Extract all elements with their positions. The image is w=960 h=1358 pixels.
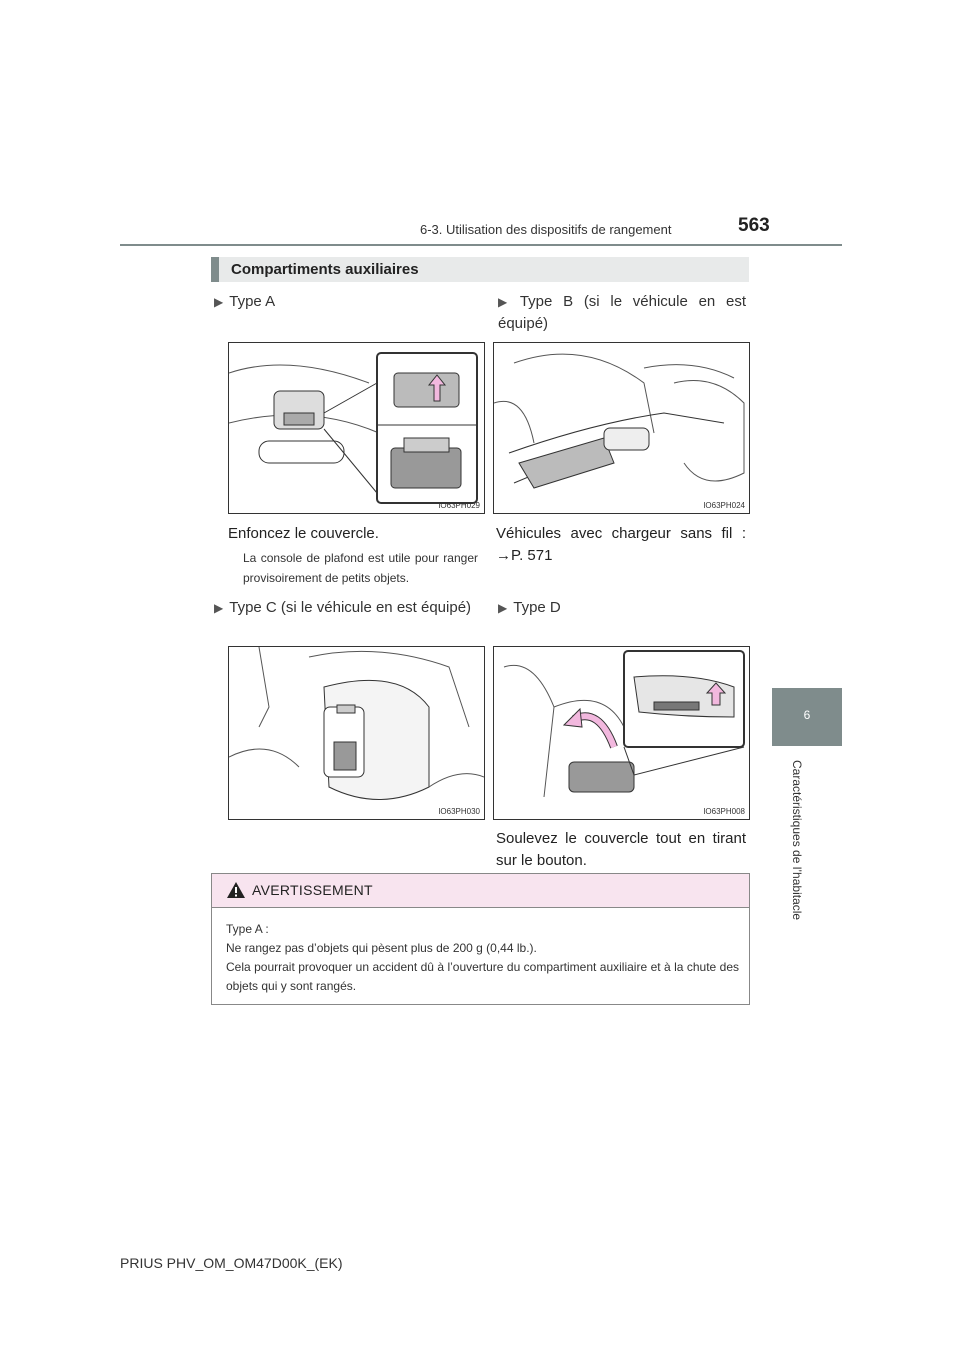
chapter-title: Caractéristiques de l’habitacle — [790, 760, 804, 921]
chapter-tab[interactable] — [772, 688, 842, 746]
warning-line: Cela pourrait provoquer un accident dû à l’ouverture du compartiment auxiliaire et à la chute des objets qui y sont rangés. — [226, 960, 739, 993]
figure-type-d — [493, 646, 750, 820]
bullet-triangle-icon: ▶ — [214, 295, 224, 309]
type-b-caption[interactable]: Véhicules avec chargeur sans fil : →P. 571 — [496, 525, 746, 564]
type-d-label: ▶ Type D — [498, 599, 561, 616]
figure-type-a — [228, 342, 485, 514]
figure-type-b — [493, 342, 750, 514]
warning-body — [212, 908, 749, 996]
type-a-note: La console de plafond est utile pour ranger provisoirement de petits objets. — [243, 551, 478, 585]
chapter-number: 6 — [803, 708, 811, 722]
type-a-caption: Enfoncez le couvercle. — [228, 525, 379, 542]
type-a-label: ▶ Type A — [214, 293, 276, 310]
bullet-triangle-icon: ▶ — [498, 601, 508, 615]
center-console-illustration — [494, 343, 749, 513]
page-number: 563 — [738, 215, 770, 236]
overhead-console-illustration — [229, 343, 484, 513]
type-c-label: ▶ Type C (si le véhicule en est équipé) — [214, 599, 472, 616]
rear-console-illustration — [229, 647, 484, 819]
warning-triangle-icon — [226, 881, 246, 899]
figure-type-c — [228, 646, 485, 820]
figure-code: IO63PH024 — [703, 501, 745, 510]
section-title: 6-3. Utilisation des dispositifs de rangement — [420, 222, 672, 237]
bullet-triangle-icon: ▶ — [214, 601, 224, 615]
header-rule — [120, 244, 842, 246]
warning-title: AVERTISSEMENT — [252, 882, 373, 898]
type-d-caption: Soulevez le couvercle tout en tirant sur le bouton. — [496, 830, 746, 869]
warning-line: Ne rangez pas d’objets qui pèsent plus de 200 g (0,44 lb.). — [226, 941, 537, 955]
figure-code: IO63PH008 — [703, 807, 745, 816]
rear-armrest-illustration — [494, 647, 749, 819]
bullet-triangle-icon: ▶ — [498, 295, 514, 309]
warning-box — [211, 873, 750, 1005]
warning-header — [212, 874, 749, 908]
section-heading-bar — [211, 257, 749, 282]
warning-line: Type A : — [226, 922, 269, 936]
figure-code: IO63PH030 — [438, 807, 480, 816]
document-id: PRIUS PHV_OM_OM47D00K_(EK) — [120, 1255, 343, 1271]
section-heading: Compartiments auxiliaires — [231, 261, 419, 278]
type-b-label: ▶ Type B (si le véhicule en est équipé) — [498, 293, 747, 332]
figure-code: IO63PH029 — [438, 501, 480, 510]
